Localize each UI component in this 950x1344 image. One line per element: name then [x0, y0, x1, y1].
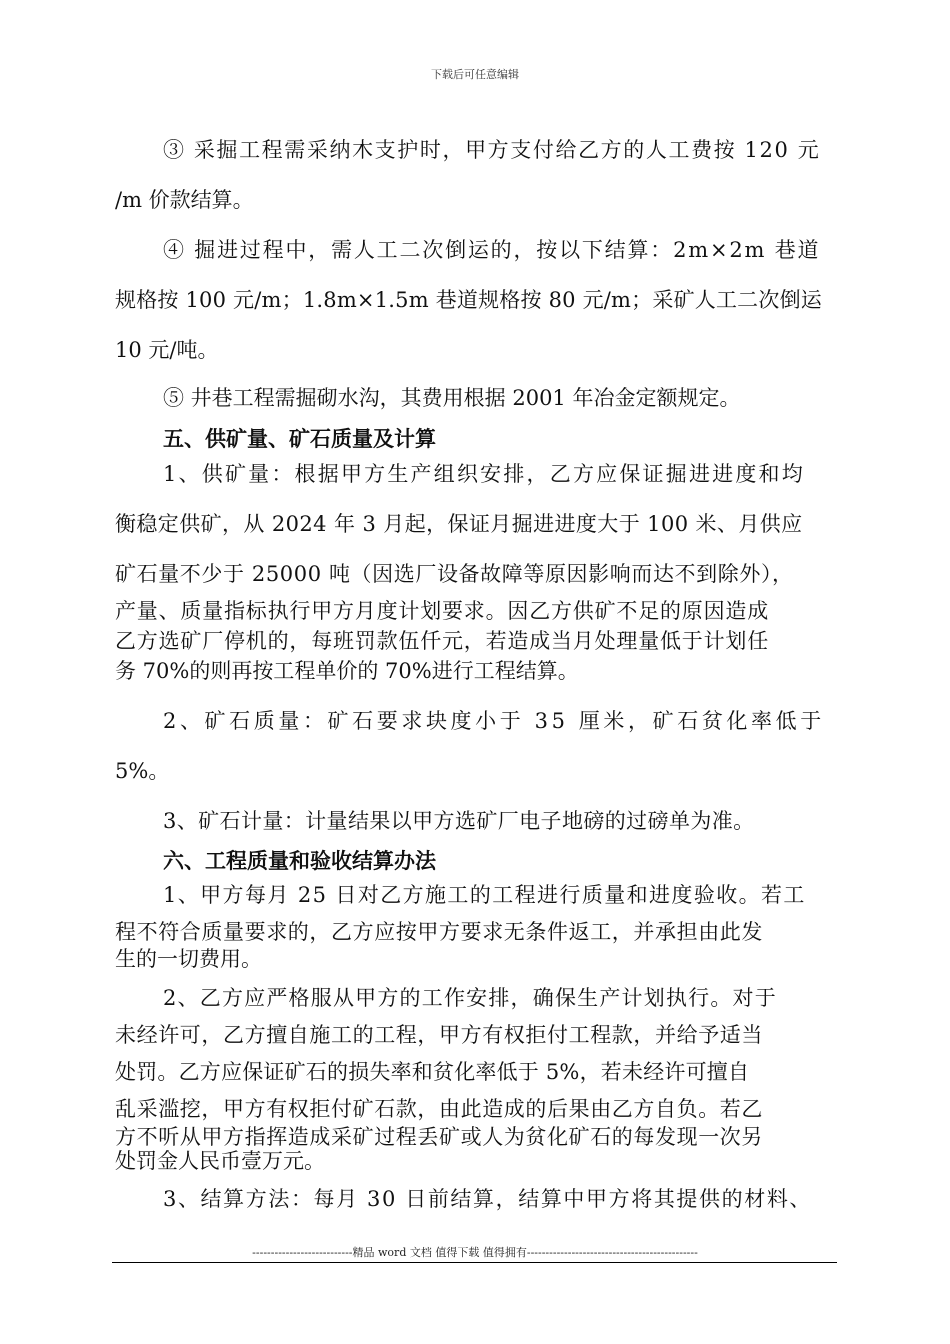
paragraph-line: 10 元/吨。	[115, 338, 219, 362]
paragraph-line: 生的一切费用。	[115, 947, 262, 971]
paragraph-line: 处罚金人民币壹万元。	[115, 1149, 325, 1173]
paragraph-line: ④ 掘进过程中，需人工二次倒运的，按以下结算：2m×2m 巷道	[163, 238, 821, 262]
paragraph-line: 乙方选矿厂停机的，每班罚款伍仟元，若造成当月处理量低于计划任	[115, 629, 769, 653]
paragraph-line: 5%。	[115, 759, 170, 783]
paragraph-line: 衡稳定供矿，从 2024 年 3 月起，保证月掘进进度大于 100 米、月供应	[115, 512, 803, 536]
paragraph-line: 2、乙方应严格服从甲方的工作安排，确保生产计划执行。对于	[163, 986, 777, 1010]
paragraph-line: 3、矿石计量：计量结果以甲方选矿厂电子地磅的过磅单为准。	[163, 809, 755, 833]
paragraph-line: 务 70%的则再按工程单价的 70%进行工程结算。	[115, 659, 579, 683]
paragraph-line: 规格按 100 元/m；1.8m×1.5m 巷道规格按 80 元/m；采矿人工二次倒运	[115, 288, 822, 312]
paragraph-line: 乱采滥挖，甲方有权拒付矿石款，由此造成的后果由乙方自负。若乙	[115, 1097, 763, 1121]
paragraph-line: 产量、质量指标执行甲方月度计划要求。因乙方供矿不足的原因造成	[115, 599, 769, 623]
paragraph-line: 处罚。乙方应保证矿石的损失率和贫化率低于 5%，若未经许可擅自	[115, 1060, 750, 1084]
paragraph-line: 1、甲方每月 25 日对乙方施工的工程进行质量和进度验收。若工	[163, 883, 806, 907]
footer-divider	[112, 1262, 837, 1263]
paragraph-line: 3、结算方法：每月 30 日前结算，结算中甲方将其提供的材料、	[163, 1187, 813, 1211]
page-footer: ---------------------------精品 word 文档 值得下载 值得拥有----------------------------------------------	[252, 1246, 698, 1259]
paragraph-line: 矿石量不少于 25000 吨（因选厂设备故障等原因影响而达不到除外），	[115, 562, 794, 586]
section-heading: 六、工程质量和验收结算办法	[163, 848, 436, 873]
paragraph-line: 程不符合质量要求的，乙方应按甲方要求无条件返工，并承担由此发	[115, 920, 763, 944]
paragraph-line: /m 价款结算。	[115, 188, 254, 212]
paragraph-line: 1、供矿量：根据甲方生产组织安排，乙方应保证掘进进度和均	[163, 462, 805, 486]
paragraph-line: 方不听从甲方指挥造成采矿过程丢矿或人为贫化矿石的每发现一次另	[115, 1125, 763, 1149]
page-header: 下载后可任意编辑	[431, 68, 519, 81]
paragraph-line: ③ 采掘工程需采纳木支护时，甲方支付给乙方的人工费按 120 元	[163, 138, 821, 162]
paragraph-line: 未经许可，乙方擅自施工的工程，甲方有权拒付工程款，并给予适当	[115, 1023, 763, 1047]
section-heading: 五、供矿量、矿石质量及计算	[163, 426, 436, 451]
paragraph-line: ⑤ 井巷工程需掘砌水沟，其费用根据 2001 年冶金定额规定。	[163, 386, 741, 410]
paragraph-line: 2、矿石质量：矿石要求块度小于 35 厘米，矿石贫化率低于	[163, 709, 825, 733]
